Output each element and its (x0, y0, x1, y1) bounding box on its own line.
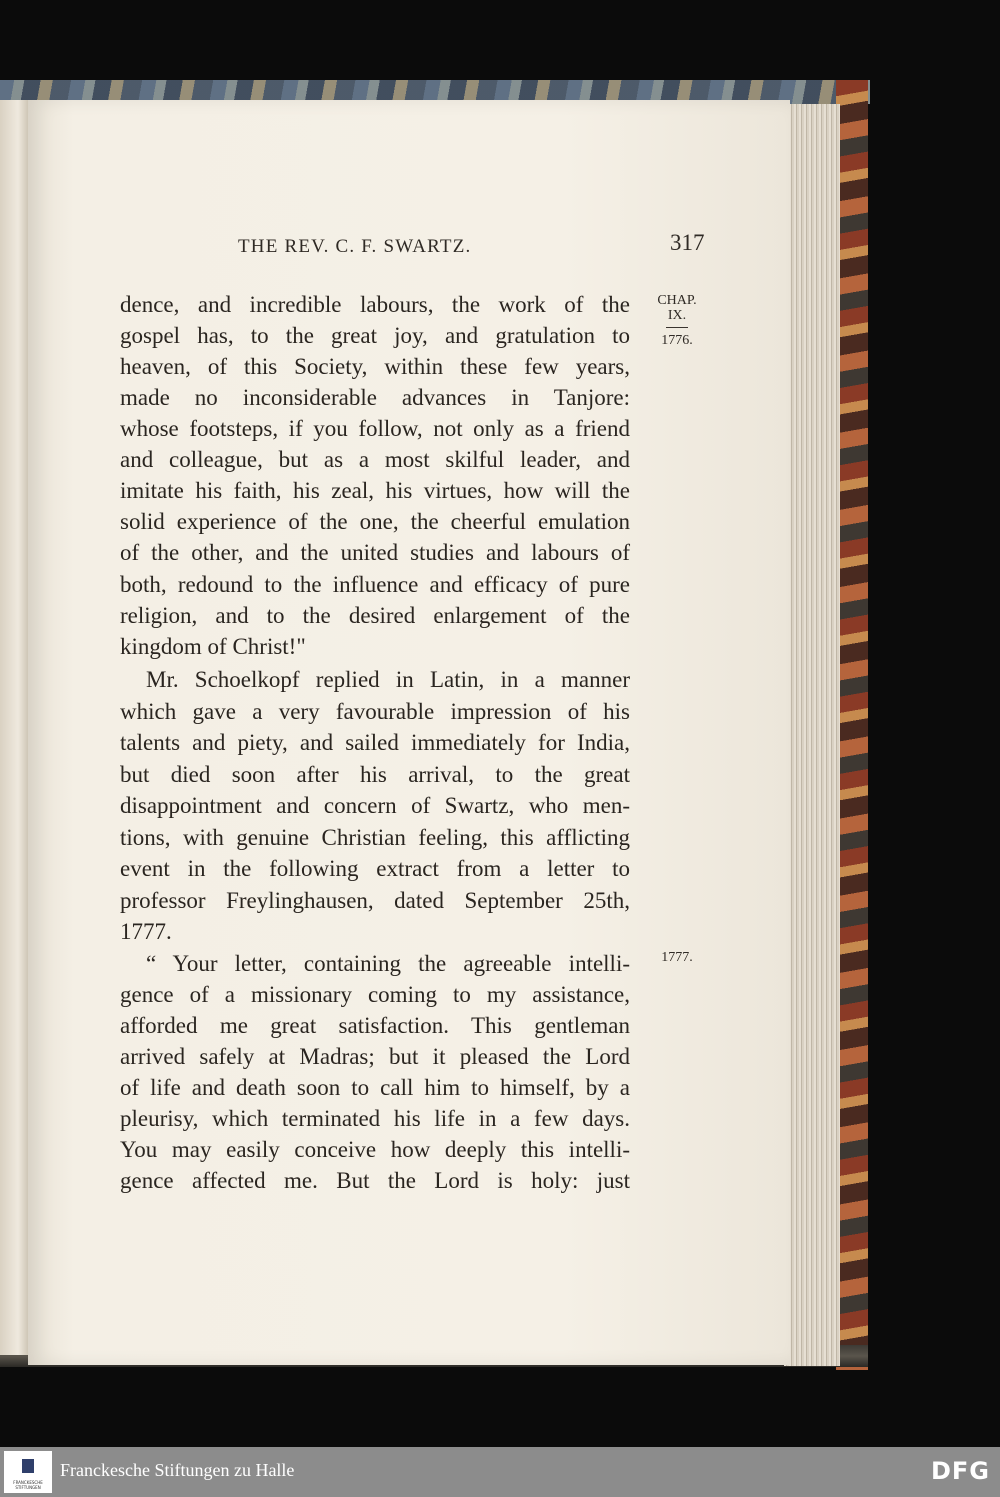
margin-note-chapter (642, 293, 712, 348)
text-line: pleurisy, which terminated his life in a few days. (120, 1106, 630, 1131)
text-line: professor Freylinghausen, dated September 25th, (120, 888, 630, 913)
text-line: 1777. (120, 919, 172, 944)
text-line: Mr. Schoelkopf replied in Latin, in a manner (146, 667, 630, 692)
text-line: gence affected me. But the Lord is holy: just (120, 1168, 630, 1193)
running-head: THE REV. C. F. SWARTZ. (238, 236, 472, 257)
text-line: talents and piety, and sailed immediately for India, (120, 730, 630, 755)
text-line: arrived safely at Madras; but it pleased the Lord (120, 1044, 630, 1069)
institution-logo[interactable] (4, 1451, 52, 1493)
orphanage-building-icon (22, 1459, 34, 1473)
text-line: You may easily conceive how deeply this intelli- (120, 1137, 630, 1162)
text-line: gospel has, to the great joy, and gratulation to (120, 323, 630, 348)
institution-name[interactable]: Franckesche Stiftungen zu Halle (60, 1460, 295, 1480)
margin-rule (666, 327, 688, 328)
text-line: “ Your letter, containing the agreeable intelli- (146, 951, 630, 976)
text-line: event in the following extract from a letter to (120, 856, 630, 881)
text-line: of life and death soon to call him to himself, by a (120, 1075, 630, 1100)
text-line: disappointment and concern of Swartz, who men- (120, 793, 630, 818)
viewer-footer (0, 1447, 1000, 1497)
text-line: kingdom of Christ!" (120, 634, 306, 659)
logo-caption: FRANCKESCHE STIFTUNGEN (13, 1480, 43, 1490)
page-number: 317 (670, 230, 705, 255)
page-block-edges (784, 104, 840, 1366)
text-line: tions, with genuine Christian feeling, this afflicting (120, 825, 630, 850)
text-line: whose footsteps, if you follow, not only as a friend (120, 416, 630, 441)
book-page (28, 100, 790, 1365)
text-line: of the other, and the united studies and labours of (120, 540, 630, 565)
margin-chap-number: IX. (667, 308, 687, 323)
text-line: solid experience of the one, the cheerful emulation (120, 509, 630, 534)
text-line: religion, and to the desired enlargement of the (120, 603, 630, 628)
text-line: made no inconsiderable advances in Tanjore: (120, 385, 630, 410)
margin-year-1776: 1776. (661, 333, 693, 348)
dfg-logo[interactable]: DFG (930, 1457, 990, 1485)
margin-year-1777: 1777. (661, 950, 693, 965)
text-line: both, redound to the influence and efficacy of pure (120, 572, 630, 597)
text-line: dence, and incredible labours, the work of the (120, 292, 630, 317)
text-line: afforded me great satisfaction. This gentleman (120, 1013, 630, 1038)
text-line: gence of a missionary coming to my assistance, (120, 982, 630, 1007)
text-line: which gave a very favourable impression of his (120, 699, 630, 724)
margin-note-year (642, 950, 712, 965)
facing-page-edge (0, 100, 30, 1355)
margin-chap-label: CHAP. (657, 293, 697, 308)
text-line: heaven, of this Society, within these few years, (120, 354, 630, 379)
marbled-board-right (836, 80, 868, 1370)
text-line: but died soon after his arrival, to the great (120, 762, 630, 787)
text-line: imitate his faith, his zeal, his virtues, how will the (120, 478, 630, 503)
text-line: and colleague, but as a most skilful leader, and (120, 447, 630, 472)
